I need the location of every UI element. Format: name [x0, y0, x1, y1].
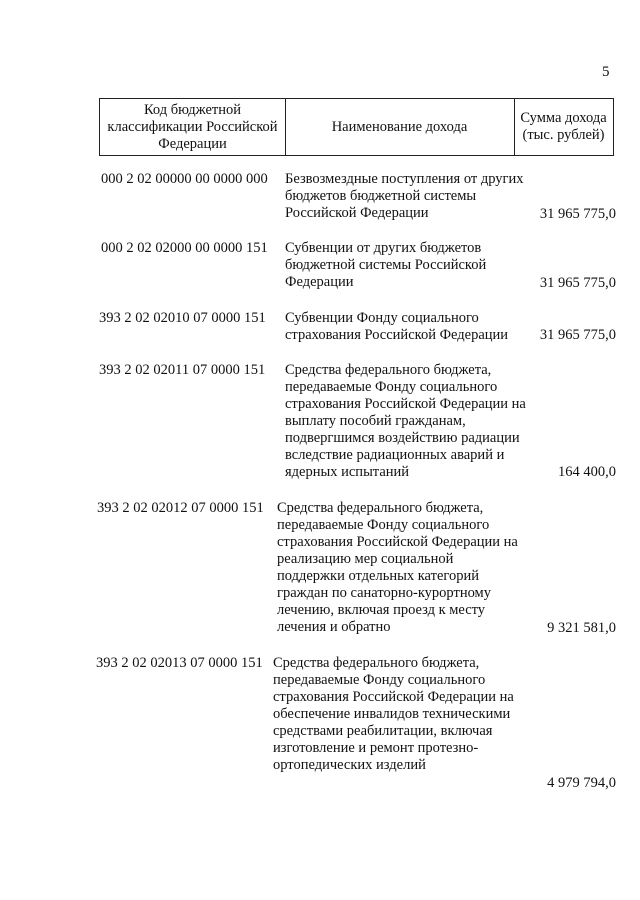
header-code-column: Код бюджетной классификации Российской Федерации — [100, 99, 286, 155]
row-code: 393 2 02 02011 07 0000 151 — [99, 362, 266, 378]
header-name-column: Наименование дохода — [285, 99, 515, 155]
row-code: 393 2 02 02010 07 0000 151 — [99, 310, 266, 326]
page-number: 5 — [602, 64, 610, 80]
table-header — [99, 98, 614, 156]
row-amount: 4 979 794,0 — [547, 775, 616, 791]
row-code: 000 2 02 02000 00 0000 151 — [101, 240, 268, 256]
row-amount: 31 965 775,0 — [539, 275, 616, 291]
row-amount: 31 965 775,0 — [539, 206, 616, 222]
row-name: Безвозмездные поступления от других бюджетов бюджетной системы Российской Федерации — [285, 171, 524, 221]
row-name: Субвенции Фонду социального страхования Российской Федерации — [285, 310, 509, 343]
row-amount: 164 400,0 — [558, 464, 616, 480]
row-name: Средства федерального бюджета, передаваемые Фонду социального страхования Российской Федерации на реализацию мер социальной поддержки отдельных категорий граждан по санаторно-курортному лечению, включая проезд к месту лечения и обратно — [277, 500, 518, 635]
row-code: 393 2 02 02012 07 0000 151 — [97, 500, 264, 516]
row-name: Средства федерального бюджета, передаваемые Фонду социального страхования Российской Федерации на выплату пособий гражданам, подвергшимся воздействию радиации вследствие радиационных аварий и ядерных испытаний — [285, 362, 526, 480]
header-amount-column: Сумма дохода (тыс. рублей) — [520, 110, 607, 143]
row-code: 393 2 02 02013 07 0000 151 — [96, 655, 263, 671]
row-name: Средства федерального бюджета, передаваемые Фонду социального страхования Российской Федерации на обеспечение инвалидов техническими средствами реабилитации, включая изготовление и ремонт протезно-ортопедических изделий — [273, 655, 514, 773]
row-code: 000 2 02 00000 00 0000 000 — [101, 171, 268, 187]
row-name: Субвенции от других бюджетов бюджетной системы Российской Федерации — [285, 240, 487, 290]
row-amount: 31 965 775,0 — [539, 327, 616, 343]
row-amount: 9 321 581,0 — [547, 620, 616, 636]
